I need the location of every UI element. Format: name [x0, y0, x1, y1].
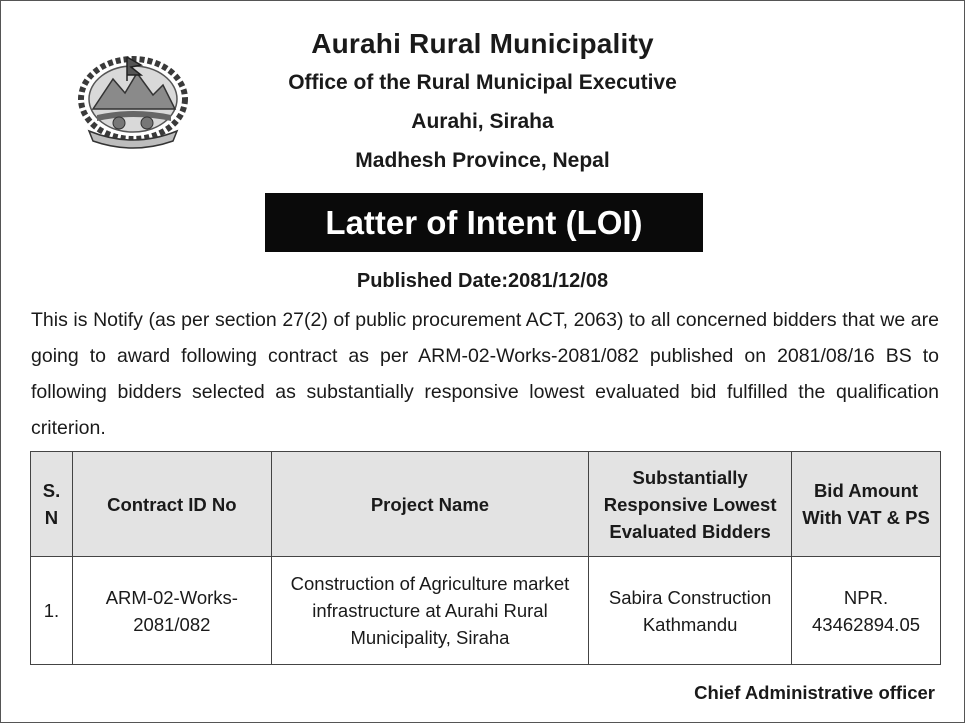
- letterhead: [1, 25, 964, 180]
- office-location: Aurahi, Siraha: [411, 110, 554, 133]
- header-bid-amount: Bid Amount With VAT & PS: [792, 452, 941, 557]
- cell-sn: 1.: [31, 557, 73, 665]
- province-country: Madhesh Province, Nepal: [355, 149, 610, 172]
- cell-project-name: Construction of Agriculture market infrastructure at Aurahi Rural Municipality, Siraha: [271, 557, 589, 665]
- header-project-name: Project Name: [271, 452, 589, 557]
- table-row: [31, 557, 941, 665]
- signatory: Chief Administrative officer: [694, 682, 935, 703]
- published-date: Published Date:2081/12/08: [356, 270, 609, 292]
- header-sn: S. N: [31, 452, 73, 557]
- notice-title: Latter of Intent (LOI): [265, 193, 703, 252]
- header-bidder: Substantially Responsive Lowest Evaluated Bidders: [589, 452, 792, 557]
- table-header-row: [31, 452, 941, 557]
- notice-body: This is Notify (as per section 27(2) of public procurement ACT, 2063) to all concerned bidders that we are going to award following contract as per ARM-02-Works-2081/082 published on 2081/08/16 BS to following bidders selected as substantially responsive lowest evaluated bid fulfilled the qualification criterion.: [31, 309, 939, 439]
- header-contract-id: Contract ID No: [72, 452, 271, 557]
- award-table: [30, 451, 941, 665]
- municipality-name: Aurahi Rural Municipality: [311, 28, 654, 59]
- cell-bidder: Sabira Construction Kathmandu: [589, 557, 792, 665]
- office-name: Office of the Rural Municipal Executive: [288, 71, 677, 94]
- cell-bid-amount: NPR. 43462894.05: [792, 557, 941, 665]
- cell-contract-id: ARM-02-Works-2081/082: [72, 557, 271, 665]
